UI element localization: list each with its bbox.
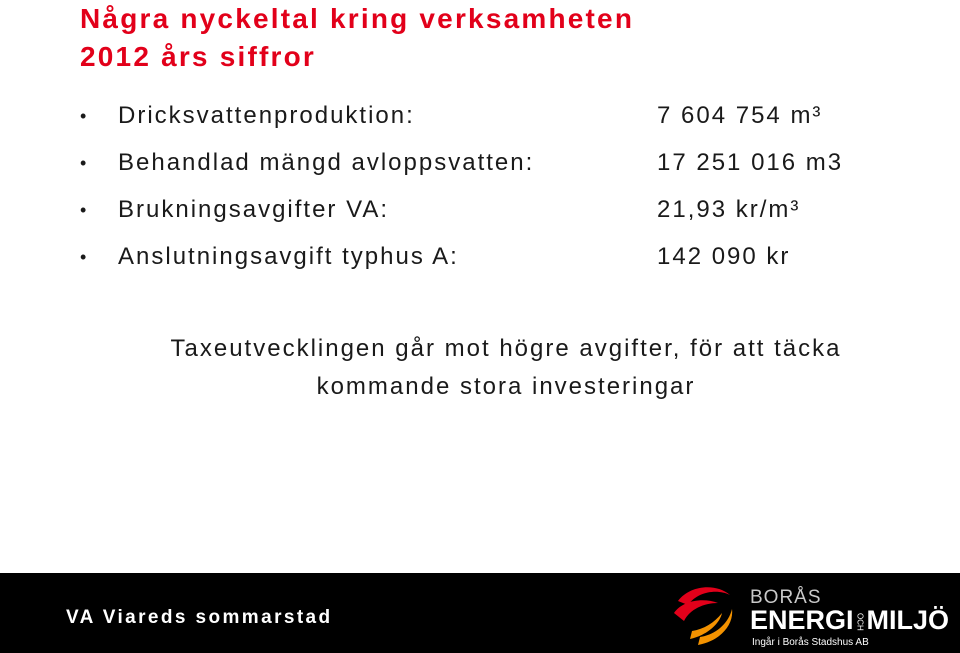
logo-word-energi: ENERGI <box>750 605 854 635</box>
figure-value: 17 251 016 m3 <box>657 149 844 176</box>
note-line-1: Taxeutvecklingen går mot högre avgifter, för att täcka <box>170 335 842 362</box>
logo-boras-text: BORÅS <box>750 587 822 608</box>
logo-swirl-icon <box>668 579 740 649</box>
bullet-icon: • <box>80 200 89 220</box>
list-item <box>80 94 940 141</box>
note-line-2: kommande stora investeringar <box>316 373 696 400</box>
list-item <box>80 141 940 188</box>
logo-wordmark <box>750 605 949 636</box>
company-logo <box>668 579 948 651</box>
figure-label: Behandlad mängd avloppsvatten: <box>118 149 535 176</box>
title-line-2: 2012 års siffror <box>80 41 316 72</box>
figure-label: Dricksvattenproduktion: <box>118 102 415 129</box>
bullet-icon: • <box>80 153 89 173</box>
tariff-note <box>0 330 960 406</box>
bullet-icon: • <box>80 106 89 126</box>
logo-och: OCH <box>855 612 865 631</box>
list-item <box>80 188 940 235</box>
key-figures-list <box>80 94 940 282</box>
title-line-1: Några nyckeltal kring verksamheten <box>80 3 635 34</box>
footer-bar <box>0 573 960 653</box>
figure-label: Brukningsavgifter VA: <box>118 196 389 223</box>
figure-value: 7 604 754 m³ <box>657 102 823 129</box>
footer-title: VA Viareds sommarstad <box>66 607 333 628</box>
list-item <box>80 235 940 282</box>
bullet-icon: • <box>80 247 89 267</box>
logo-subtitle: Ingår i Borås Stadshus AB <box>752 637 869 648</box>
figure-value: 21,93 kr/m³ <box>657 196 801 223</box>
figure-value: 142 090 kr <box>657 243 791 270</box>
figure-label: Anslutningsavgift typhus A: <box>118 243 459 270</box>
logo-word-miljo: MILJÖ <box>866 605 950 635</box>
slide-title <box>80 0 634 76</box>
